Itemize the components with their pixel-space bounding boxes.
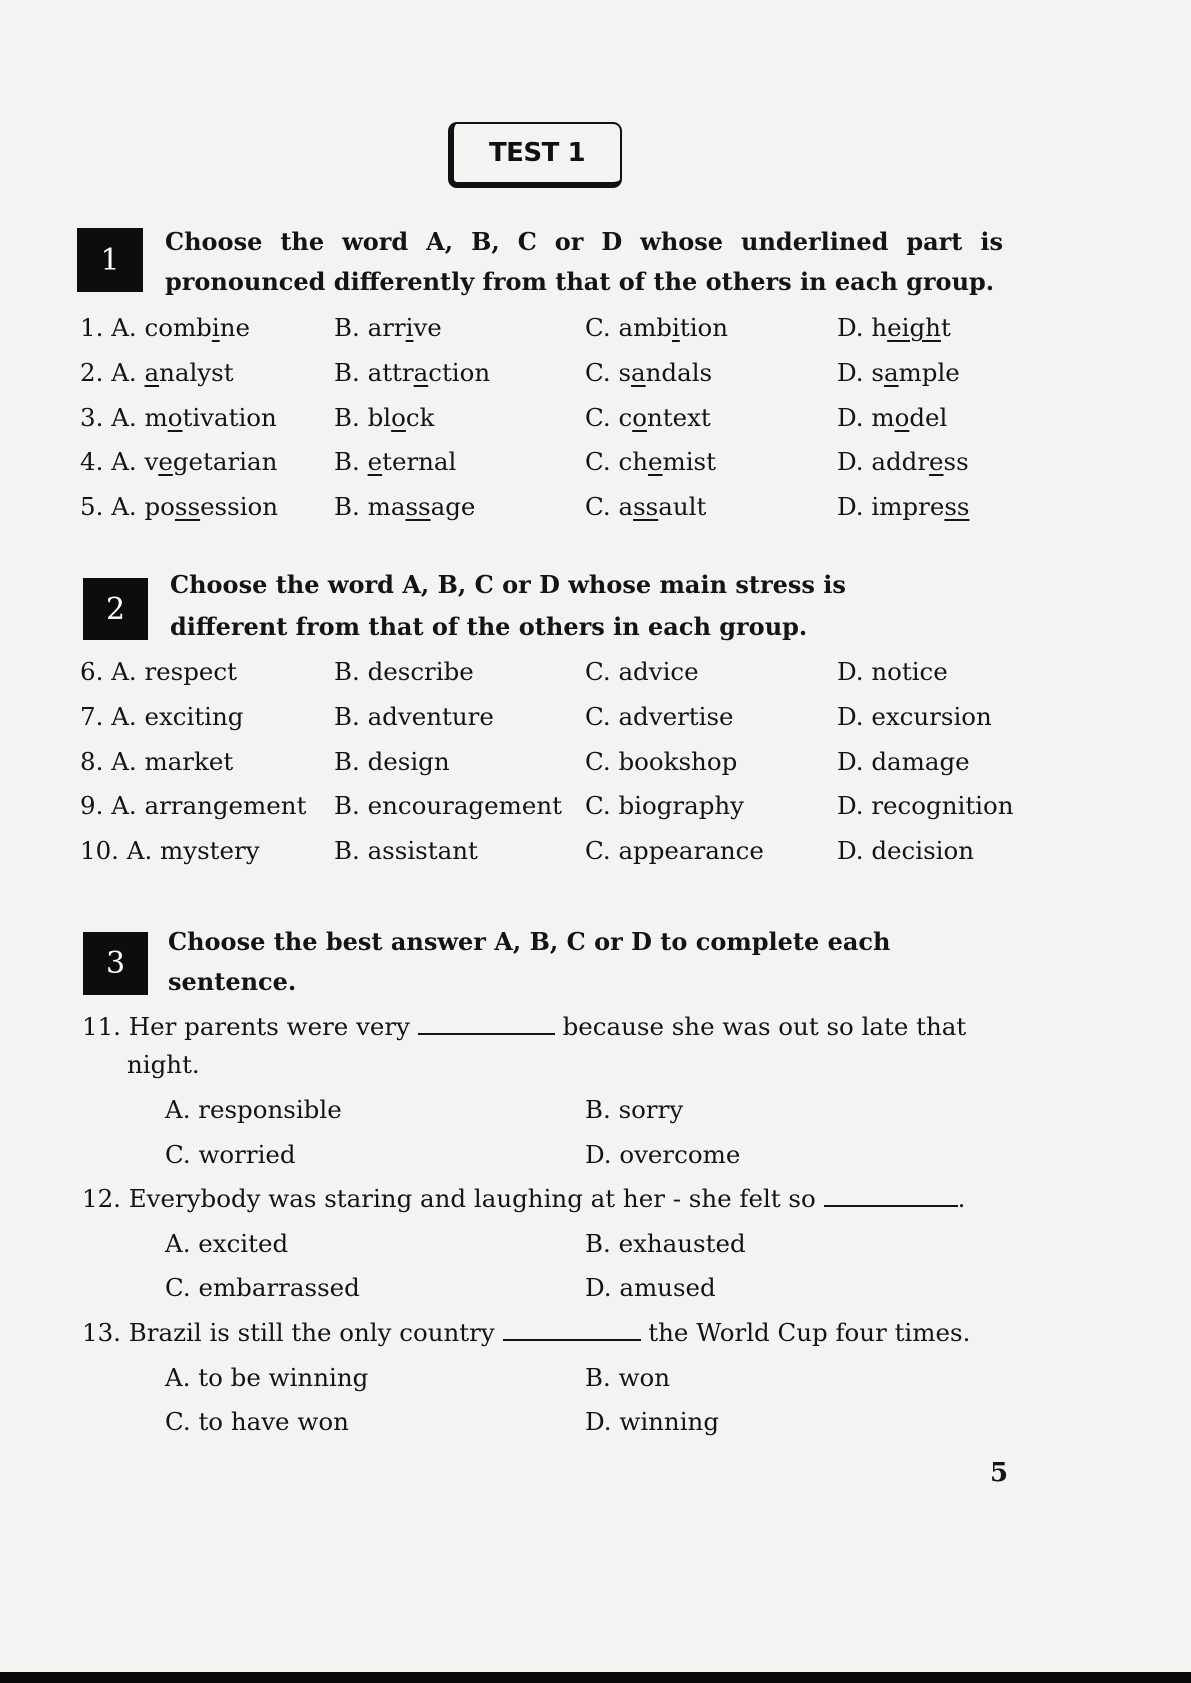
option-d: D. winning	[585, 1407, 720, 1436]
option-word	[144, 403, 276, 432]
option-word	[368, 313, 442, 342]
option-b: B. exhausted	[585, 1229, 746, 1258]
word-part: v	[144, 447, 159, 476]
question-number: 11.	[82, 1012, 121, 1041]
section-instruction	[168, 922, 891, 1002]
option-a	[80, 402, 277, 434]
word-part: age	[430, 492, 476, 521]
word-part: ck	[405, 403, 435, 432]
instruction-line: different from that of the others in each group.	[170, 612, 808, 641]
option-b	[334, 491, 475, 523]
option-text: A. respect	[111, 657, 237, 686]
option-text: A. market	[111, 747, 234, 776]
question-number: 3.	[80, 403, 104, 432]
word-part: addr	[871, 447, 930, 476]
option-a	[80, 746, 233, 778]
question-number: 10.	[80, 836, 119, 865]
word-part: ession	[200, 492, 279, 521]
underlined-part: a	[883, 358, 899, 387]
option-label: C.	[585, 403, 611, 432]
option-label: C.	[585, 447, 611, 476]
section-number-badge	[77, 228, 143, 292]
option-label: D.	[837, 403, 864, 432]
question-row	[0, 312, 1191, 344]
question-number: 8.	[80, 747, 104, 776]
option-b	[334, 402, 434, 434]
option-label: A.	[111, 492, 137, 521]
question-number: 6.	[80, 657, 104, 686]
option-b	[334, 446, 456, 478]
option-d	[837, 312, 951, 344]
word-part: ne	[219, 313, 250, 342]
option-c: C. appearance	[585, 836, 764, 865]
option-label: D.	[837, 492, 864, 521]
option-word	[618, 313, 728, 342]
option-a	[80, 312, 250, 344]
option-word	[618, 492, 706, 521]
question-row	[0, 790, 1191, 822]
stem-before: Brazil is still the only country	[128, 1318, 495, 1347]
word-part: ction	[428, 358, 491, 387]
option-label: A.	[111, 358, 137, 387]
option-word	[871, 313, 950, 342]
option-b: B. describe	[334, 657, 474, 686]
option-a	[80, 446, 277, 478]
section-number-badge	[83, 932, 148, 995]
underlined-part: e	[929, 447, 944, 476]
underlined-part: ss	[633, 492, 659, 521]
page-number: 5	[990, 1458, 1009, 1488]
option-label: D.	[837, 447, 864, 476]
option-word	[144, 358, 233, 387]
question-row	[0, 446, 1191, 478]
option-d: D. amused	[585, 1273, 716, 1302]
option-a: A. to be winning	[165, 1363, 369, 1392]
stem-before: Everybody was staring and laughing at her - she felt so	[128, 1184, 816, 1213]
option-word	[144, 492, 278, 521]
underlined-part: o	[894, 403, 910, 432]
option-label: C.	[585, 313, 611, 342]
word-part: mple	[898, 358, 960, 387]
word-part: arr	[367, 313, 406, 342]
word-part: comb	[144, 313, 212, 342]
underlined-part: ss	[405, 492, 431, 521]
option-a: A. responsible	[165, 1095, 342, 1124]
word-part: bl	[367, 403, 392, 432]
word-part: ndals	[645, 358, 713, 387]
underlined-part: ss	[944, 492, 970, 521]
option-c: C. advice	[585, 657, 699, 686]
question-row	[0, 835, 1191, 867]
word-part: ault	[658, 492, 707, 521]
word-part: ntext	[646, 403, 711, 432]
word-part: del	[909, 403, 948, 432]
section-number: 2	[105, 591, 126, 627]
question-row	[0, 491, 1191, 523]
option-label: A.	[111, 447, 137, 476]
underlined-part: a	[144, 358, 160, 387]
word-part: c	[618, 403, 633, 432]
instruction-line: Choose the word A, B, C or D whose underlined part is	[165, 227, 1003, 256]
underlined-part: o	[391, 403, 406, 432]
option-d: D. overcome	[585, 1140, 741, 1169]
word-part: tivation	[182, 403, 277, 432]
option-word	[871, 447, 968, 476]
option-d: D. excursion	[837, 702, 992, 731]
stem-after: the World Cup four times.	[648, 1318, 971, 1347]
option-word	[144, 313, 250, 342]
option-label: B.	[334, 492, 360, 521]
option-word	[368, 358, 491, 387]
word-part: t	[940, 313, 951, 342]
word-part: ve	[413, 313, 442, 342]
underlined-part: i	[405, 313, 414, 342]
word-part: tion	[679, 313, 729, 342]
question-row	[0, 357, 1191, 389]
answer-blank	[503, 1339, 641, 1341]
option-word	[871, 358, 959, 387]
option-word	[618, 358, 712, 387]
option-d	[837, 402, 947, 434]
word-part: h	[871, 313, 888, 342]
option-c	[585, 402, 711, 434]
option-a	[80, 790, 306, 822]
option-d: D. notice	[837, 657, 948, 686]
underlined-part: a	[631, 358, 646, 387]
question-stem	[82, 1011, 966, 1043]
option-word	[618, 403, 710, 432]
option-b: B. design	[334, 747, 450, 776]
question-stem	[82, 1317, 970, 1349]
option-word	[368, 447, 457, 476]
option-a	[80, 701, 243, 733]
question-number: 9.	[80, 791, 104, 820]
instruction-line: sentence.	[168, 967, 297, 996]
option-word	[618, 447, 716, 476]
word-part: ma	[367, 492, 406, 521]
instruction-line: pronounced differently from that of the others in each group.	[165, 267, 995, 296]
section-number: 3	[105, 946, 126, 981]
option-word	[871, 403, 947, 432]
scan-edge-bar	[0, 1672, 1191, 1683]
option-c: C. embarrassed	[165, 1273, 360, 1302]
option-b: B. sorry	[585, 1095, 684, 1124]
option-d: D. decision	[837, 836, 975, 865]
answer-blank	[418, 1033, 555, 1035]
word-part: nalyst	[159, 358, 234, 387]
word-part: ternal	[382, 447, 457, 476]
option-d	[837, 357, 960, 389]
question-number: 1.	[80, 313, 104, 342]
question-row	[0, 402, 1191, 434]
underlined-part: eigh	[887, 313, 941, 342]
section-number-badge	[83, 578, 148, 640]
answer-row	[0, 1272, 1191, 1304]
underlined-part: o	[167, 403, 183, 432]
option-b: B. won	[585, 1363, 671, 1392]
word-part: ch	[618, 447, 648, 476]
answer-blank	[824, 1205, 958, 1207]
word-part: mist	[662, 447, 716, 476]
option-a	[80, 835, 260, 867]
option-c: C. bookshop	[585, 747, 738, 776]
word-part: a	[618, 492, 634, 521]
word-part: s	[871, 358, 884, 387]
question-stem	[82, 1183, 965, 1215]
option-d	[837, 446, 969, 478]
option-c	[585, 357, 712, 389]
option-word	[368, 403, 435, 432]
option-d: D. recognition	[837, 791, 1014, 820]
section-number: 1	[100, 242, 120, 278]
question-row	[0, 746, 1191, 778]
option-label: C.	[585, 492, 611, 521]
option-a	[80, 491, 278, 523]
word-part: amb	[618, 313, 672, 342]
option-c: C. to have won	[165, 1407, 349, 1436]
answer-row	[0, 1362, 1191, 1394]
option-a	[80, 357, 234, 389]
option-b: B. assistant	[334, 836, 478, 865]
stem-before: Her parents were very	[128, 1012, 410, 1041]
question-number: 7.	[80, 702, 104, 731]
question-number: 13.	[82, 1318, 121, 1347]
question-number: 12.	[82, 1184, 121, 1213]
option-label: D.	[837, 313, 864, 342]
word-part: po	[144, 492, 175, 521]
question-row	[0, 701, 1191, 733]
underlined-part: i	[211, 313, 220, 342]
answer-row	[0, 1139, 1191, 1171]
option-b: B. encouragement	[334, 791, 562, 820]
option-word	[144, 447, 277, 476]
underlined-part: e	[367, 447, 383, 476]
word-part: m	[871, 403, 895, 432]
section-instruction	[165, 222, 1003, 302]
word-part: ss	[943, 447, 969, 476]
instruction-line: Choose the best answer A, B, C or D to complete each	[168, 927, 891, 956]
option-text: A. exciting	[111, 702, 244, 731]
answer-row	[0, 1406, 1191, 1438]
stem-after: because she was out so late that	[562, 1012, 967, 1041]
option-c: C. worried	[165, 1140, 296, 1169]
underlined-part: e	[158, 447, 173, 476]
instruction-line: Choose the word A, B, C or D whose main stress is	[170, 570, 846, 599]
word-part: m	[144, 403, 168, 432]
answer-row	[0, 1228, 1191, 1260]
underlined-part: i	[672, 313, 680, 342]
word-part: impre	[871, 492, 945, 521]
option-label: B.	[334, 403, 360, 432]
underlined-part: e	[647, 447, 663, 476]
test-title-box	[448, 122, 622, 188]
stem-after: .	[957, 1184, 966, 1213]
option-label: B.	[334, 358, 360, 387]
option-label: A.	[111, 403, 137, 432]
option-b: B. adventure	[334, 702, 494, 731]
answer-row	[0, 1094, 1191, 1126]
option-c	[585, 491, 706, 523]
option-label: B.	[334, 447, 360, 476]
option-a: A. excited	[165, 1229, 289, 1258]
option-label: C.	[585, 358, 611, 387]
option-label: A.	[111, 313, 137, 342]
question-row	[0, 656, 1191, 688]
question-number: 4.	[80, 447, 104, 476]
option-b	[334, 357, 490, 389]
underlined-part: ss	[174, 492, 201, 521]
question-number: 2.	[80, 358, 104, 387]
option-c	[585, 446, 716, 478]
option-a	[80, 656, 237, 688]
option-c	[585, 312, 728, 344]
option-d: D. damage	[837, 747, 970, 776]
option-word	[368, 492, 476, 521]
word-part: getarian	[172, 447, 278, 476]
word-part: s	[618, 358, 632, 387]
option-text: A. mystery	[126, 836, 260, 865]
test-title: TEST 1	[488, 138, 586, 168]
question-stem-continuation: night.	[127, 1050, 200, 1079]
option-text: A. arrangement	[111, 791, 307, 820]
underlined-part: o	[632, 403, 647, 432]
word-part: attr	[367, 358, 414, 387]
underlined-part: a	[413, 358, 429, 387]
question-number: 5.	[80, 492, 104, 521]
option-label: B.	[334, 313, 360, 342]
option-d	[837, 491, 969, 523]
option-label: D.	[837, 358, 864, 387]
section-instruction	[170, 564, 846, 648]
option-b	[334, 312, 442, 344]
option-word	[871, 492, 969, 521]
option-c: C. biography	[585, 791, 745, 820]
option-c: C. advertise	[585, 702, 734, 731]
